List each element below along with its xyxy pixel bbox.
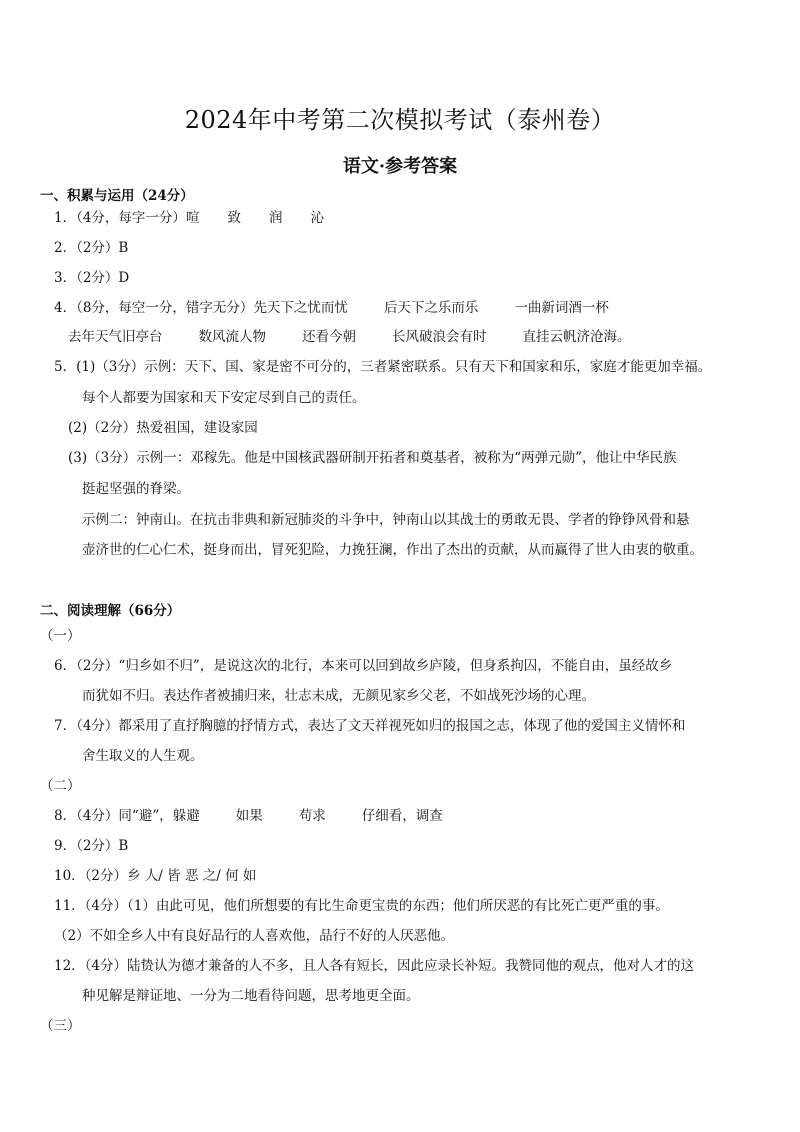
answer-q7-line1: 7．（4分）都采用了直抒胸臆的抒情方式，表达了文天祥视死如归的报国之志，体现了他的爱国主义情怀和 [54, 718, 686, 734]
answer-q11-line1: 11．（4分）（1）由此可见，他们所想要的有比生命更宝贵的东西；他们所厌恶的有比死亡更严重的事。 [54, 898, 669, 914]
answer-q1 [54, 208, 324, 228]
q8-prefix: 8．（4分）同“避”，躲避 [54, 808, 200, 824]
answer-q12-line1: 12．（4分）陆贽认为德才兼备的人不多，且人各有短长，因此应录长补短。我赞同他的观点，他对人才的这 [54, 958, 695, 974]
answer-q12-line2: 种见解是辩证地、一分为二地看待问题，思考地更全面。 [82, 988, 420, 1004]
q1-char-d: 沁 [310, 210, 324, 226]
answer-q7-line2: 舍生取义的人生观。 [82, 748, 204, 764]
answer-q5-3-line1: (3)（3分）示例一：邓稼先。他是中国核武器研制开拓者和奠基者，被称为“两弹元勋”，他让中华民族 [68, 450, 677, 466]
q4-blank-g: 长风破浪会有时 [392, 329, 487, 345]
answer-q4-line1 [54, 298, 609, 318]
q1-char-c: 润 [268, 210, 283, 226]
answer-q11-line2: （2）不如全乡人中有良好品行的人喜欢他，品行不好的人厌恶他。 [54, 928, 455, 944]
q1-char-a: 喧 [185, 210, 200, 226]
section-heading-2: 二、阅读理解（66分） [40, 603, 181, 619]
q4-blank-e: 数风流人物 [198, 329, 266, 345]
answer-q10: 10．（2分）乡 人/ 皆 恶 之/ 何 如 [54, 868, 257, 884]
answer-q3: 3．（2分）D [54, 270, 130, 286]
q4-blank-b: 后天下之乐而乐 [383, 300, 479, 316]
answer-q9: 9．（2分）B [54, 838, 129, 854]
answer-q6-line2: 而犹如不归。表达作者被捕归来，壮志未成，无颜见家乡父老，不如战死沙场的心理。 [82, 688, 595, 704]
answer-q8 [54, 806, 443, 826]
q4-blank-f: 还看今朝 [302, 329, 356, 345]
answer-q6-line1: 6．（2分）“归乡如不归”，是说这次的北行，本来可以回到故乡庐陵，但身系拘囚，不能自由，虽经故乡 [54, 658, 673, 674]
q4-blank-c: 一曲新词酒一杯 [514, 300, 609, 316]
q4-blank-d: 去年天气旧亭台 [68, 329, 163, 345]
answer-q2: 2．（2分）B [54, 240, 129, 256]
answer-q5-3-example2-line2: 壶济世的仁心仁术，挺身而出，冒死犯险，力挽狂澜，作出了杰出的贡献，从而赢得了世人由衷的敬重。 [82, 542, 703, 558]
answer-q4-line2 [68, 327, 631, 347]
answer-q5-1-line1: 5．(1)（3分）示例：天下、国、家是密不可分的，三者紧密联系。只有天下和国家和乐，家庭才能更加幸福。 [54, 359, 712, 375]
part-label-1: （一） [40, 628, 81, 644]
part-label-2: （二） [40, 778, 81, 794]
q4-blank-a: 先天下之忧而忧 [253, 300, 348, 316]
q1-char-b: 致 [227, 210, 241, 226]
q4-blank-h: 直挂云帆济沧海。 [522, 329, 631, 345]
page-title: 2024年中考第二次模拟考试（泰州卷） [184, 106, 616, 134]
q4-prefix: 4．（8分，每空一分，错字无分） [54, 300, 254, 316]
q8-a: 如果 [235, 808, 263, 824]
q8-c: 仔细看，调查 [361, 808, 443, 824]
answer-q5-3-line2: 挺起坚强的脊梁。 [82, 481, 190, 497]
q1-prefix: 1．（4分，每字一分） [54, 210, 186, 226]
page-subtitle: 语文·参考答案 [342, 156, 458, 177]
answer-q5-2: (2)（2分）热爱祖国，建设家园 [68, 420, 258, 436]
part-label-3: （三） [40, 1018, 81, 1034]
q8-b: 苟求 [298, 808, 326, 824]
section-heading-1: 一、积累与运用（24分） [40, 188, 194, 204]
answer-q5-1-line2: 每个人都要为国家和天下安定尽到自己的责任。 [82, 390, 366, 406]
answer-q5-3-example2-line1: 示例二：钟南山。在抗击非典和新冠肺炎的斗争中，钟南山以其战士的勇敢无畏、学者的铮铮风骨和悬 [82, 512, 690, 528]
